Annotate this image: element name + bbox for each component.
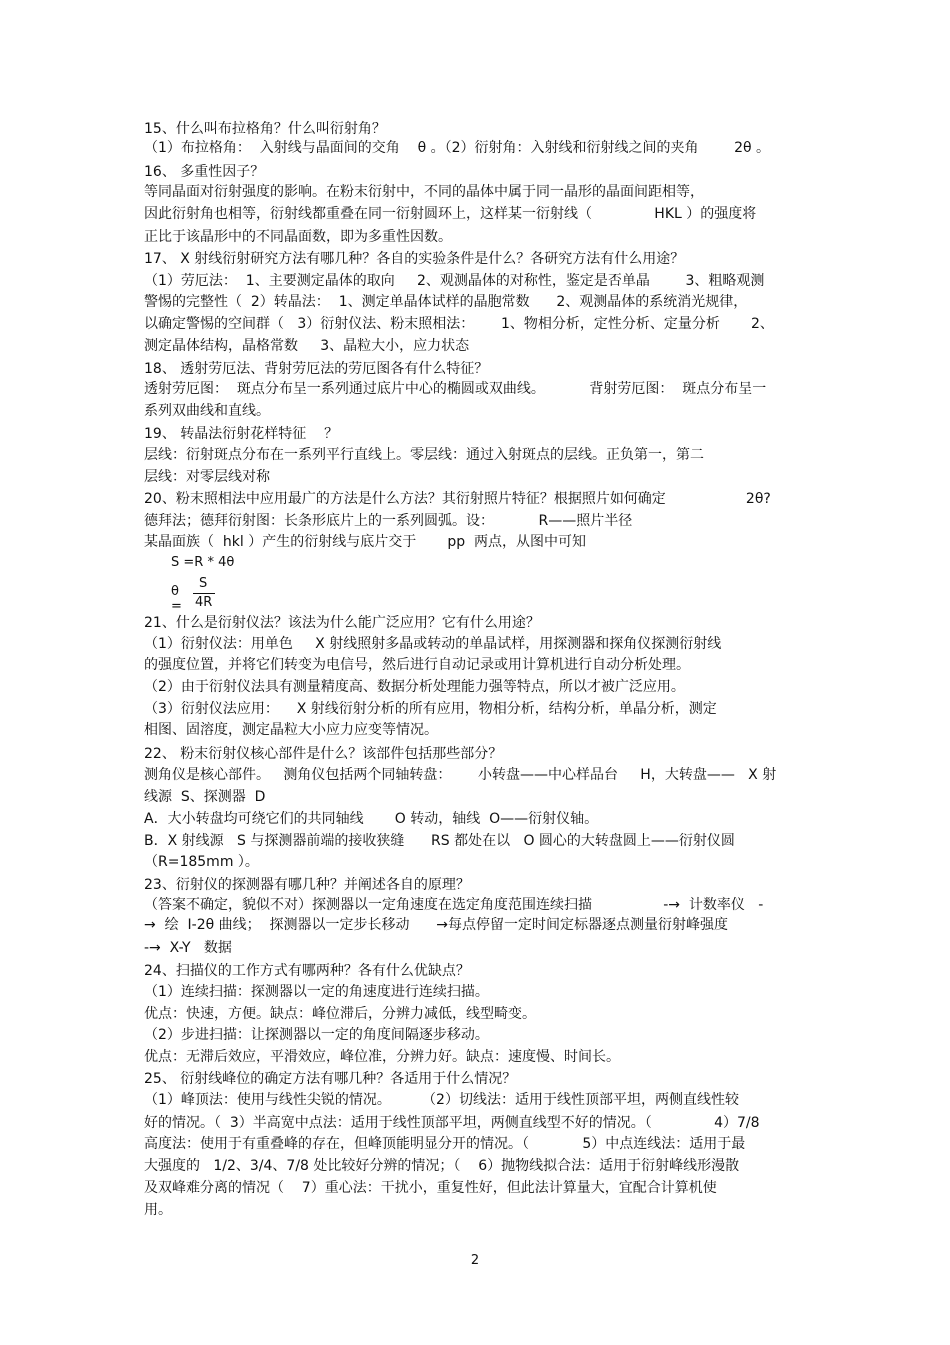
formula-s-equals: S =R * 4θ xyxy=(171,555,235,570)
text-line: （1）峰顶法：使用与线性尖锐的情况。 （2）切线法：适用于线性顶部平坦，两侧直线性较 xyxy=(144,1092,739,1108)
text-line: 优点：无滞后效应，平滑效应，峰位准，分辨力好。缺点：速度慢、时间长。 xyxy=(144,1049,620,1065)
fraction-numerator: S xyxy=(199,576,208,591)
text-line: B．X 射线源 S 与探测器前端的接收狭缝 RS 都处在以 O 圆心的大转盘圆上——衍射仪圆 xyxy=(144,833,735,849)
text-line: 21、什么是衍射仪法？该法为什么能广泛应用？它有什么用途？ xyxy=(144,615,540,631)
text-line: 22、 粉末衍射仪核心部件是什么？该部件包括那些部分？ xyxy=(144,746,503,762)
text-line: 24、扫描仪的工作方式有哪两种？各有什么优缺点？ xyxy=(144,963,470,979)
text-line: 层线：对零层线对称 xyxy=(144,469,270,485)
text-line: （R=185mm ）。 xyxy=(144,854,259,870)
text-line: （2）步进扫描：让探测器以一定的角度间隔逐步移动。 xyxy=(144,1027,489,1043)
text-line: 16、 多重性因子？ xyxy=(144,164,265,180)
text-line: 20、粉末照相法中应用最广的方法是什么方法？其衍射照片特征？根据照片如何确定 2θ? xyxy=(144,491,771,507)
text-line: （1）劳厄法： 1、主要测定晶体的取向 2、观测晶体的对称性，鉴定是否单晶 3、粗略观测 xyxy=(144,273,765,289)
text-line: 因此衍射角也相等，衍射线都重叠在同一衍射圆环上，这样某一衍射线（ HKL ）的强度将 xyxy=(144,206,757,222)
text-line: 23、衍射仪的探测器有哪几种？并阐述各自的原理？ xyxy=(144,877,470,893)
text-line: 层线：衍射斑点分布在一系列平行直线上。零层线：通过入射斑点的层线。正负第一，第二 xyxy=(144,447,704,463)
text-line: （1）连续扫描：探测器以一定的角速度进行连续扫描。 xyxy=(144,984,489,1000)
text-line: 的强度位置，并将它们转变为电信号，然后进行自动记录或用计算机进行自动分析处理。 xyxy=(144,657,690,673)
text-line: → 绘 I-2θ 曲线； 探测器以一定步长移动 →每点停留一定时间定标器逐点测量衍射峰强度 xyxy=(144,917,728,933)
text-line: 测定晶体结构，晶格常数 3、晶粒大小，应力状态 xyxy=(144,338,470,354)
text-line: 线源 S、探测器 D xyxy=(144,789,266,805)
page-number: 2 xyxy=(470,1253,480,1268)
text-line: -→ X-Y 数据 xyxy=(144,940,232,956)
text-line: 透射劳厄图： 斑点分布呈一系列通过底片中心的椭圆或双曲线。 背射劳厄图： 斑点分布呈一 xyxy=(144,381,767,397)
text-line: 某晶面族（ hkl ）产生的衍射线与底片交于 pp 两点，从图中可知 xyxy=(144,534,587,550)
text-line: （答案不确定，貌似不对）探测器以一定角速度在选定角度范围连续扫描 -→ 计数率仪 - xyxy=(144,897,764,913)
text-line: 用。 xyxy=(144,1202,172,1218)
text-line: 等同晶面对衍射强度的影响。在粉末衍射中，不同的晶体中属于同一晶形的晶面间距相等， xyxy=(144,184,704,200)
formula-theta-lhs: θ = xyxy=(171,584,182,614)
text-line: 及双峰难分离的情况（ 7）重心法：干扰小，重复性好，但此法计算量大，宜配合计算机使 xyxy=(144,1180,717,1196)
text-line: 17、 X 射线衍射研究方法有哪几种？各自的实验条件是什么？各研究方法有什么用途？ xyxy=(144,251,685,267)
fraction-bar xyxy=(193,593,215,594)
text-line: （1）衍射仪法：用单色 X 射线照射多晶或转动的单晶试样，用探测器和探角仪探测衍射线 xyxy=(144,636,722,652)
text-line: （2）由于衍射仪法具有测量精度高、数据分析处理能力强等特点，所以才被广泛应用。 xyxy=(144,679,685,695)
text-line: （1）布拉格角： 入射线与晶面间的交角 θ 。（2）衍射角：入射线和衍射线之间的夹角 2θ 。 xyxy=(144,140,771,156)
text-line: 德拜法；德拜衍射图：长条形底片上的一系列圆弧。设： R——照片半径 xyxy=(144,513,633,529)
text-line: 测角仪是核心部件。 测角仪包括两个同轴转盘： 小转盘——中心样品台 H，大转盘—— X 射 xyxy=(144,767,777,783)
text-line: 正比于该晶形中的不同晶面数，即为多重性因数。 xyxy=(144,229,452,245)
text-line: 大强度的 1/2、3/4、7/8 处比较好分辨的情况；（ 6）抛物线拟合法：适用于衍射峰线形漫散 xyxy=(144,1158,740,1174)
text-line: 好的情况。（ 3）半高宽中点法：适用于线性顶部平坦，两侧直线型不好的情况。（ 4）7/8 xyxy=(144,1115,760,1131)
text-line: 以确定警惕的空间群（ 3）衍射仪法、粉末照相法： 1、物相分析，定性分析、定量分析 2、 xyxy=(144,316,774,332)
text-line: A．大小转盘均可绕它们的共同轴线 O 转动，轴线 O——衍射仪轴。 xyxy=(144,811,599,827)
text-line: 优点：快速，方便。缺点：峰位滞后，分辨力减低，线型畸变。 xyxy=(144,1006,536,1022)
text-line: 15、什么叫布拉格角？什么叫衍射角？ xyxy=(144,121,386,137)
text-line: 25、 衍射线峰位的确定方法有哪几种？各适用于什么情况？ xyxy=(144,1071,517,1087)
text-line: （3）衍射仪法应用： X 射线衍射分析的所有应用，物相分析，结构分析，单晶分析，测定 xyxy=(144,701,717,717)
text-line: 系列双曲线和直线。 xyxy=(144,403,270,419)
fraction-denominator: 4R xyxy=(195,595,213,610)
text-line: 18、 透射劳厄法、背射劳厄法的劳厄图各有什么特征？ xyxy=(144,361,489,377)
text-line: 警惕的完整性（ 2）转晶法： 1、测定单晶体试样的晶胞常数 2、观测晶体的系统消光规律， xyxy=(144,294,748,310)
text-line: 相图、固溶度，测定晶粒大小应力应变等情况。 xyxy=(144,722,438,738)
text-line: 高度法：使用于有重叠峰的存在，但峰顶能明显分开的情况。（ 5）中点连线法：适用于最 xyxy=(144,1136,746,1152)
text-line: 19、 转晶法衍射花样特征 ？ xyxy=(144,426,339,442)
